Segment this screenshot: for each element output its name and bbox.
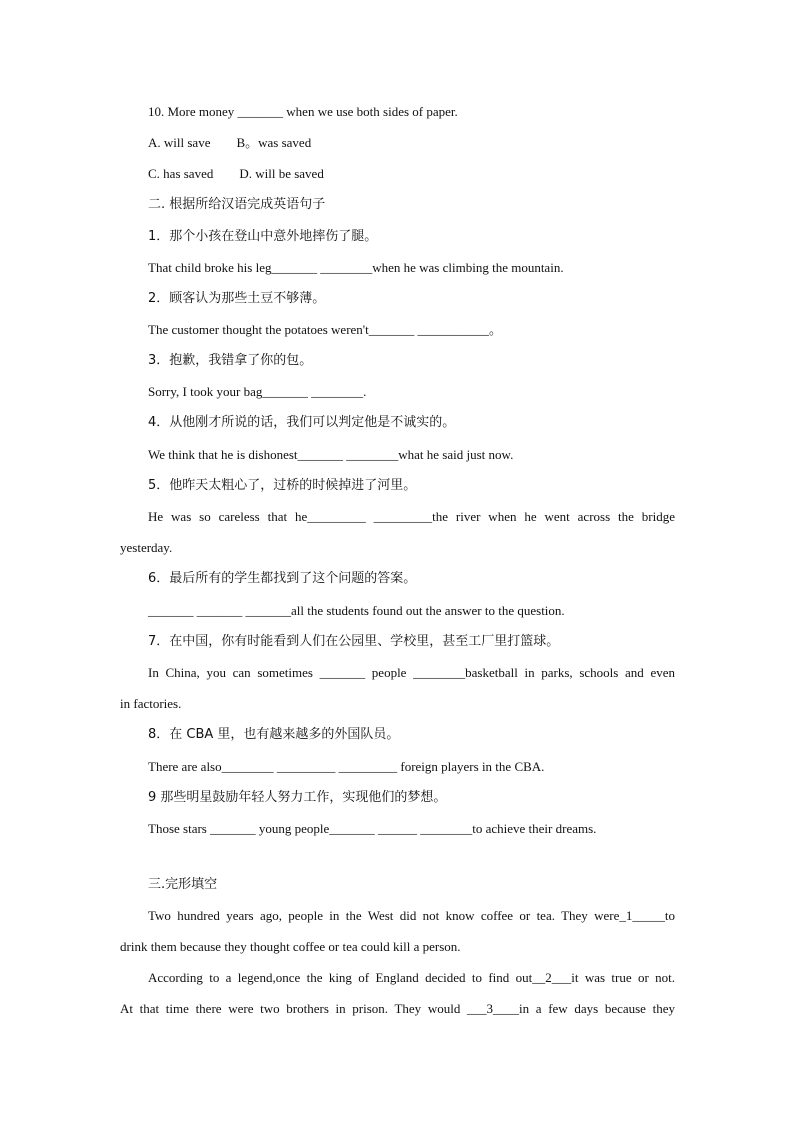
item-5-english-line-1: He was so careless that he_________ _________the river when he went across the bridge: [148, 509, 675, 524]
section-3-title: 三.完形填空: [148, 877, 218, 892]
item-6-chinese: 6．最后所有的学生都找到了这个问题的答案。: [148, 571, 417, 586]
options-c-d: C. has saved D. will be saved: [148, 166, 324, 181]
item-7-english-line-1: In China, you can sometimes _______ people ________basketball in parks, schools and even: [148, 665, 675, 680]
item-9-chinese: 9 那些明星鼓励年轻人努力工作，实现他们的梦想。: [148, 790, 447, 805]
item-6-english: _______ _______ _______all the students found out the answer to the question.: [148, 603, 565, 618]
item-5-english-line-2: yesterday.: [120, 540, 173, 555]
item-8-chinese: 8．在 CBA 里，也有越来越多的外国队员。: [148, 727, 400, 742]
passage-paragraph-1-line-1: Two hundred years ago, people in the West did not know coffee or tea. They were_1_____to: [148, 908, 675, 923]
item-7-chinese: 7．在中国，你有时能看到人们在公园里、学校里，甚至工厂里打篮球。: [148, 634, 560, 649]
item-5-chinese: 5．他昨天太粗心了，过桥的时候掉进了河里。: [148, 478, 417, 493]
passage-paragraph-2-line-1: According to a legend,once the king of England decided to find out__2___it was true or not.: [148, 970, 675, 985]
options-a-b: A. will save B。was saved: [148, 135, 312, 150]
item-9-english: Those stars _______ young people_______ ______ ________to achieve their dreams.: [148, 821, 597, 836]
item-8-english: There are also________ _________ _________ foreign players in the CBA.: [148, 759, 545, 774]
item-7-english-line-2: in factories.: [120, 696, 182, 711]
item-2-chinese: 2．顾客认为那些土豆不够薄。: [148, 291, 326, 306]
question-10: 10. More money _______ when we use both sides of paper.: [148, 104, 458, 119]
item-2-english: The customer thought the potatoes weren't_______ ___________。: [148, 322, 503, 337]
passage-paragraph-1-line-2: drink them because they thought coffee or tea could kill a person.: [120, 939, 461, 954]
item-4-chinese: 4．从他刚才所说的话，我们可以判定他是不诚实的。: [148, 415, 456, 430]
item-1-chinese: 1．那个小孩在登山中意外地摔伤了腿。: [148, 229, 378, 244]
item-3-english: Sorry, I took your bag_______ ________.: [148, 384, 367, 399]
item-4-english: We think that he is dishonest_______ ________what he said just now.: [148, 447, 514, 462]
item-3-chinese: 3．抱歉，我错拿了你的包。: [148, 353, 313, 368]
item-1-english: That child broke his leg_______ ________when he was climbing the mountain.: [148, 260, 564, 275]
passage-paragraph-2-line-2: At that time there were two brothers in prison. They would ___3____in a few days because they: [120, 1001, 675, 1016]
section-2-title: 二. 根据所给汉语完成英语句子: [148, 197, 326, 212]
